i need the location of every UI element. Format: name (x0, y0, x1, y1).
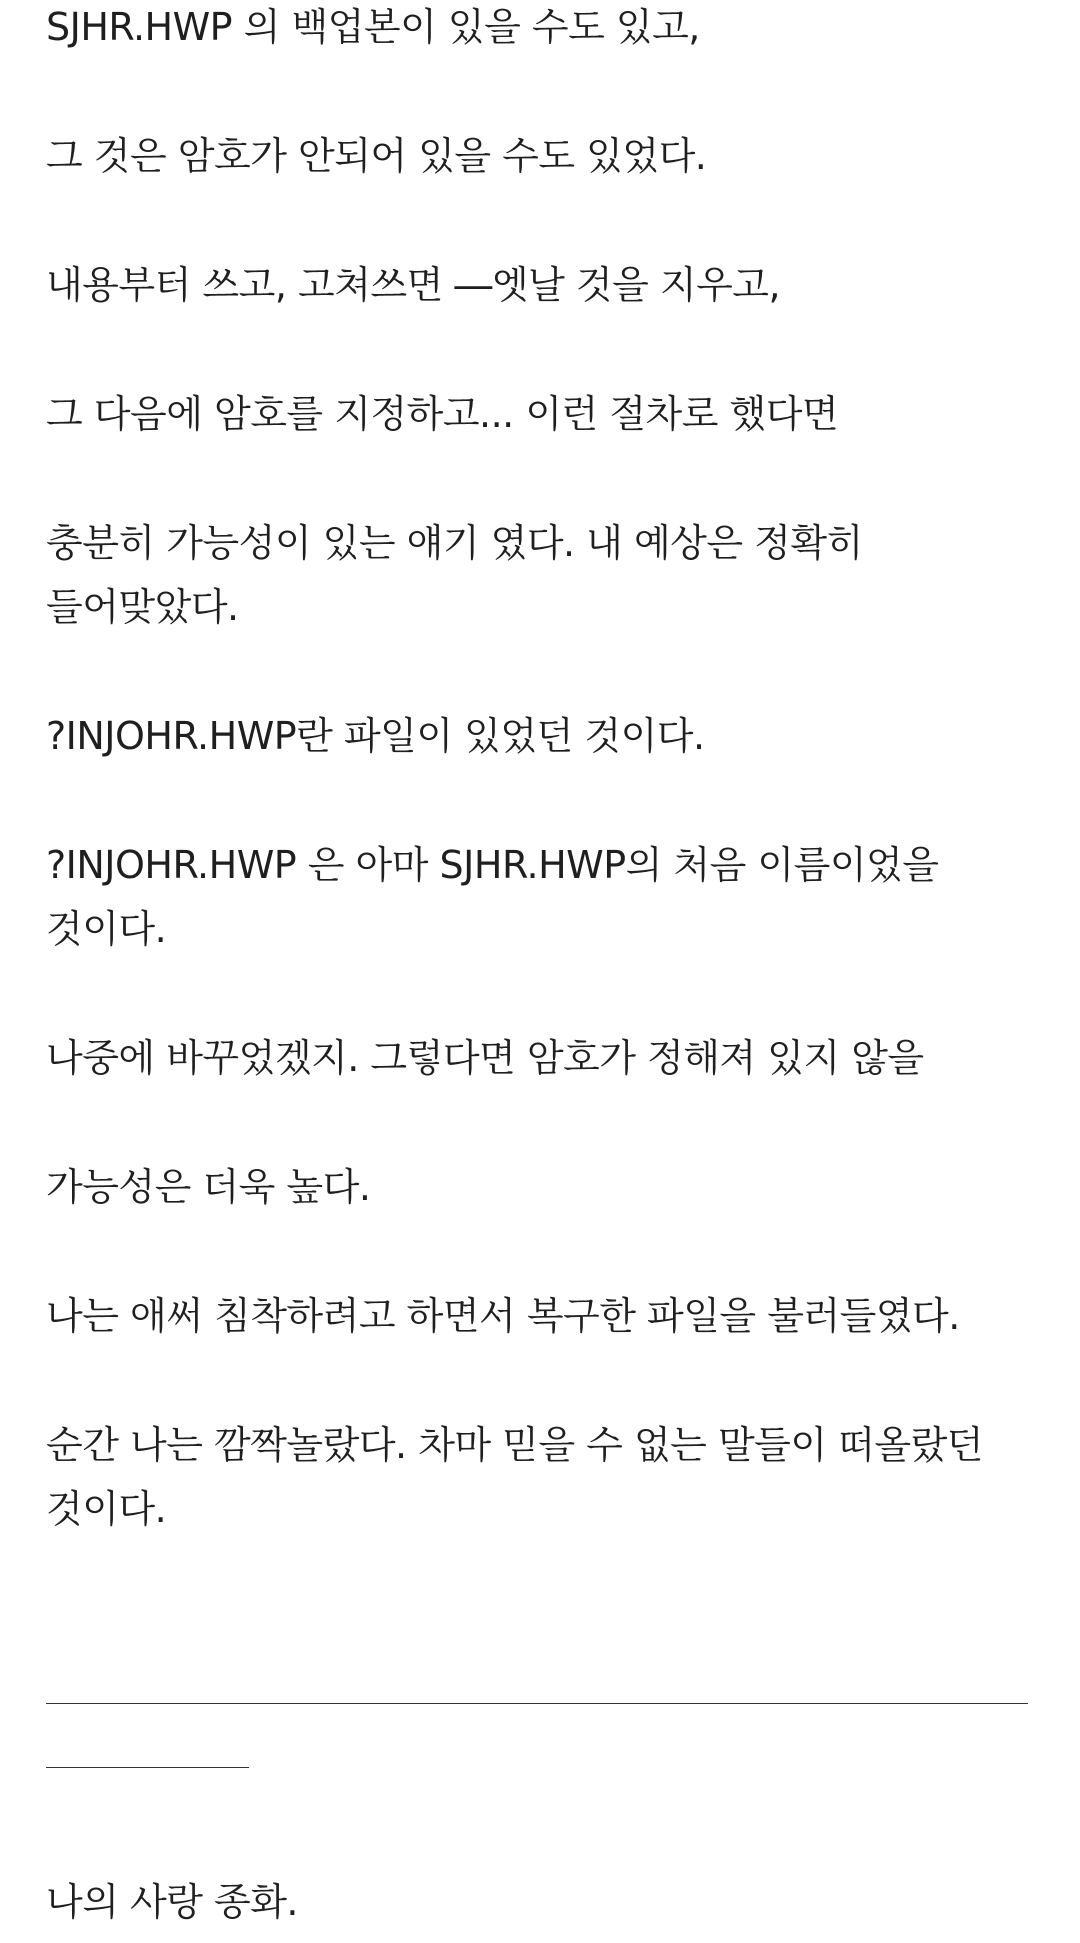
paragraph: 가능성은 더욱 높다. (46, 1165, 371, 1209)
paragraph: 그 것은 암호가 안되어 있을 수도 있었다. (46, 134, 707, 178)
divider-line-short (46, 1767, 249, 1768)
paragraph: 충분히 가능성이 있는 얘기 였다. 내 예상은 정확히 들어맞았다. (46, 521, 863, 629)
paragraph: 내용부터 쓰고, 고쳐쓰면 ―엣날 것을 지우고, (46, 263, 781, 307)
divider-line (46, 1703, 1028, 1704)
closing-line: 나의 사랑 종화. (46, 1880, 298, 1924)
paragraph: 그 다음에 암호를 지정하고... 이런 절차로 했다면 (46, 392, 839, 436)
paragraph: 나중에 바꾸었겠지. 그렇다면 암호가 정해져 있지 않을 (46, 1036, 924, 1080)
paragraph: 나는 애써 침착하려고 하면서 복구한 파일을 불러들였다. (46, 1294, 960, 1338)
paragraph: ?INJOHR.HWP란 파일이 있었던 것이다. (46, 714, 705, 758)
paragraph: 순간 나는 깜짝놀랐다. 차마 믿을 수 없는 말들이 떠올랐던 것이다. (46, 1423, 983, 1531)
paragraph: SJHR.HWP 의 백업본이 있을 수도 있고, (46, 5, 700, 49)
paragraph: ?INJOHR.HWP 은 아마 SJHR.HWP의 처음 이름이었을 것이다. (46, 843, 939, 951)
